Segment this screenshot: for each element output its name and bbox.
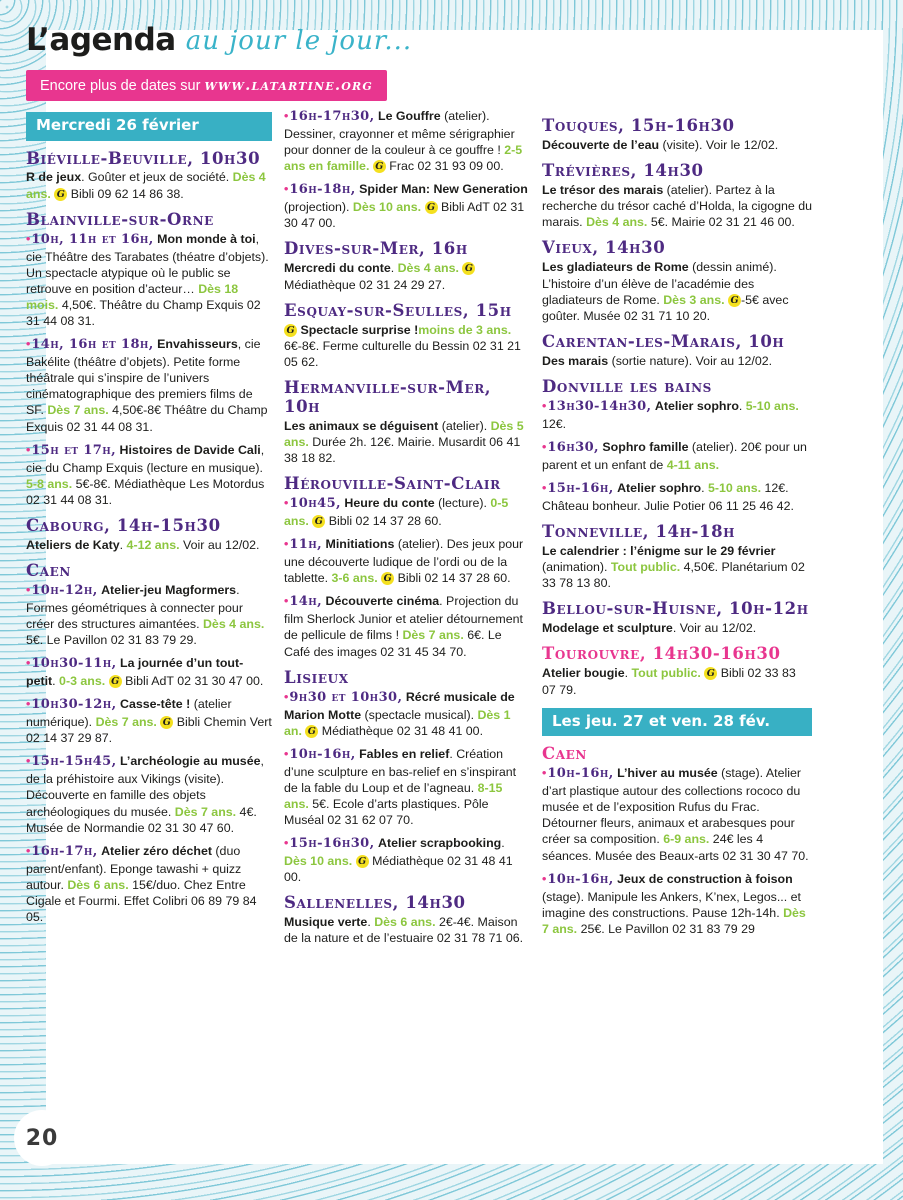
entry-age: 2-5 ans en famille. [284, 143, 523, 174]
agenda-entry [26, 442, 272, 508]
entry-description: . [367, 915, 375, 930]
entry-description: (atelier numérique). [26, 697, 232, 730]
agenda-entry [284, 181, 530, 231]
entry-age: 0-5 ans. [284, 496, 509, 529]
entry-title: Spectacle surprise ! [300, 322, 419, 337]
entry-description: (atelier). Dessiner, crayonner et même sérigraphier pour donner de la couleur à ce gouffre ! [284, 109, 515, 158]
entry-details: 4,50€. Théâtre du Champ Exquis 02 31 44 08 31. [26, 297, 261, 329]
town-heading: Dives-sur-Mer, 16h [284, 239, 468, 259]
town-heading: Hermanville-sur-Mer, 10h [284, 377, 492, 416]
entry-details: Médiathèque 02 31 48 41 00. [318, 723, 484, 738]
entry-age: 0-3 ans. [59, 674, 106, 689]
agenda-entry [284, 536, 530, 586]
free-badge-icon: G [425, 201, 438, 214]
entry-title: Heure du conte [344, 496, 435, 511]
entry-time: 10h, 11h et 16h, [31, 231, 154, 247]
entry-description: (dessin animé). L’histoire d’un élève de l’académie des gladiateurs de Rome. [542, 260, 777, 307]
free-badge-icon: G [462, 262, 475, 275]
entry-description: (atelier). 20€ pour un parent et un enfant de [542, 439, 807, 472]
entry-age: 6-9 ans. [663, 832, 710, 847]
free-badge-icon: G [373, 160, 386, 173]
agenda-entry [26, 336, 272, 435]
town-heading: Donville les bains [542, 377, 712, 396]
website-banner[interactable] [26, 70, 387, 101]
entry-time: 14h, 16h et 18h, [31, 337, 154, 353]
agenda-entry [284, 495, 530, 529]
free-badge-icon: G [305, 725, 318, 738]
entry-title: L’hiver au musée [617, 766, 718, 781]
entry-age: Dès 7 ans. [95, 715, 157, 730]
page-number: 20 [14, 1110, 70, 1166]
entry-time: 15h-16h30, [289, 836, 375, 852]
entry-age: 4-12 ans. [126, 537, 180, 552]
entry-details: Frac 02 31 93 09 00. [385, 159, 504, 174]
entry-age: Dès 7 ans. [542, 905, 806, 936]
entry-title: Découverte cinéma [325, 594, 440, 609]
town-heading: Caen [26, 561, 71, 581]
entry-description: , cie Théâtre des Tarabates (théatre d’objets). Un spectacle atypique où le public se retrouve en position d’acteur… [26, 231, 269, 296]
entry-description: (atelier). Des jeux pour une découverte ludique de l’ordi ou de la tablette. [284, 537, 524, 586]
free-badge-icon: G [728, 294, 741, 307]
entry-description: , de la préhistoire aux Vikings (visite). Découverte en famille des objets archéologiques du musée. [26, 754, 264, 819]
entry-description: . Création d’une sculpture en bas-relief en s’inspirant de la fable du Loup et de l’agneau. [284, 746, 517, 795]
entry-details: Durée 2h. 12€. Mairie. Musardit 06 41 38 18 82. [284, 435, 521, 466]
entry-description: , cie du Champ Exquis (lecture en musique). [26, 442, 265, 475]
entry-age: Dès 10 ans. [352, 200, 422, 215]
town-heading: Biéville-Beuville, 10h30 [26, 148, 261, 168]
entry-title: Modelage et sculpture [542, 621, 673, 636]
entry-description: . Formes géométriques à connecter pour créer des structures aimantées. [26, 583, 243, 632]
entry-description: . [52, 674, 60, 689]
entry-time: 11h, [289, 537, 323, 553]
entry-age: Dès 5 ans. [284, 418, 524, 450]
entry-description: (duo parent/enfant). Eponge tawashi + quizz autour. [26, 843, 242, 892]
agenda-entry [542, 439, 812, 473]
entry-time: 10h-16h, [547, 871, 614, 887]
agenda-entry [542, 620, 812, 636]
entry-title: Jeux de construction à foison [617, 871, 793, 886]
town-heading: Lisieux [284, 667, 349, 687]
entry-description: . Projection du film Sherlock Junior et atelier détournement de pellicule de films ! [284, 594, 523, 643]
agenda-entry [284, 835, 530, 885]
entry-time: 16h30, [547, 439, 599, 455]
entry-details: 25€. Le Pavillon 02 31 83 79 29 [577, 921, 755, 936]
entry-title: L’archéologie au musée [120, 754, 261, 769]
entry-time: 10h45, [289, 496, 341, 512]
entry-age: 4-11 ans. [666, 457, 720, 472]
free-badge-icon: G [381, 572, 394, 585]
day-header-wednesday: Mercredi 26 février [26, 112, 272, 141]
entry-age: moins de 3 ans. [418, 322, 512, 337]
agenda-entry [26, 231, 272, 330]
entry-time: 13h30-14h30, [547, 398, 652, 414]
entry-title: Spider Man: New Generation [359, 182, 528, 197]
entry-age: Dès 7 ans. [47, 403, 109, 418]
town-heading: Sallenelles, 14h30 [284, 893, 466, 913]
agenda-entry [542, 137, 812, 153]
entry-age: 5-8 ans. [26, 476, 73, 491]
entry-age: Dès 7 ans. [402, 628, 464, 643]
entry-title: Minitiations [325, 537, 395, 552]
entry-age: 3-6 ans. [331, 571, 378, 586]
entry-title: Ateliers de Katy [26, 537, 120, 552]
entry-details: 6€. Le Café des images 02 31 45 34 70. [284, 628, 502, 659]
entry-title: Atelier zéro déchet [101, 843, 212, 858]
entry-age: 8-15 ans. [284, 780, 503, 811]
entry-details: 24€ les 4 séances. Musée des Beaux-arts 02 31 30 47 70. [542, 832, 809, 863]
entry-title: Mercredi du conte [284, 261, 391, 276]
agenda-entry [26, 537, 272, 553]
entry-details: Voir au 12/02. [179, 537, 260, 552]
entry-details: 12€. Château bonheur. Julie Potier 06 11 25 46 42. [542, 481, 794, 513]
entry-age: Dès 4 ans. [586, 215, 648, 230]
entry-details: 4,50€. Planétarium 02 33 78 13 80. [542, 560, 805, 591]
entry-title: Histoires de Davide Cali [119, 442, 261, 457]
column-3-entries [542, 117, 812, 937]
entry-description: . [119, 537, 127, 552]
agenda-entry [284, 914, 530, 946]
agenda-entry [284, 689, 530, 739]
entry-age: 5-10 ans. [708, 481, 762, 495]
free-badge-icon: G [160, 716, 173, 729]
entry-age: Dès 1 an. [284, 707, 511, 738]
entry-details: 5€. Mairie 02 31 21 46 00. [647, 215, 795, 230]
entry-title: Musique verte [284, 915, 368, 930]
agenda-entry [284, 322, 530, 370]
entry-description: . [390, 261, 398, 276]
entry-description: (visite). Voir le 12/02. [659, 137, 779, 152]
entry-description: (stage). Manipule les Ankers, K’nex, Legos... et imagine des constructions. Pause 12h-14h. [542, 889, 801, 920]
entry-title: Découverte de l’eau [542, 137, 660, 152]
town-heading: Blainville-sur-Orne [26, 209, 214, 229]
entry-title: Mon monde à toi [157, 231, 256, 246]
agenda-entry [26, 655, 272, 689]
free-badge-icon: G [109, 675, 122, 688]
entry-time: 16h-17h, [31, 843, 98, 859]
entry-age: 5-10 ans. [745, 398, 799, 413]
town-heading: Bellou-sur-Huisne, 10h-12h [542, 599, 809, 619]
town-heading: Cabourg, 14h-15h30 [26, 515, 221, 535]
entry-description: (sortie nature). Voir au 12/02. [608, 353, 773, 368]
entry-title: Les gladiateurs de Rome [542, 260, 689, 275]
free-badge-icon: G [284, 324, 297, 337]
agenda-column-1 [26, 108, 284, 1192]
agenda-entry [542, 871, 812, 937]
entry-title: Envahisseurs [157, 337, 238, 352]
entry-details: 12€. [542, 416, 567, 431]
page-subtitle: au jour le jour... [185, 26, 413, 56]
entry-details: 15€/duo. Chez Entre Cigale et Fourmi. Effet Colibri 06 89 79 84 05. [26, 877, 257, 925]
agenda-entry [26, 582, 272, 648]
town-heading: Trévières, 14h30 [542, 161, 704, 181]
entry-age: Tout public. [631, 666, 701, 681]
town-heading: Caen [542, 744, 587, 764]
town-heading: Esquay-sur-Seulles, 15h [284, 300, 512, 320]
entry-details: 2€-4€. Maison de la nature et de l’estuaire 02 31 78 71 06. [284, 915, 524, 946]
entry-time: 15h-15h45, [31, 754, 117, 770]
entry-time: 9h30 et 10h30, [289, 689, 403, 705]
entry-description: . Voir au 12/02. [672, 621, 757, 636]
entry-title: Atelier sophro [654, 398, 739, 413]
entry-age: Dès 3 ans. [663, 292, 725, 307]
entry-time: 10h-16h, [289, 746, 356, 762]
entry-details: 5€-8€. Médiathèque Les Motordus 02 31 44 08 31. [26, 476, 265, 507]
free-badge-icon: G [312, 515, 325, 528]
entry-time: 10h-12h, [31, 583, 98, 599]
entry-details: 4,50€-8€ Théâtre du Champ Exquis 02 31 44 08 31. [26, 403, 268, 434]
town-heading: Carentan-les-Marais, 10h [542, 331, 785, 351]
entry-title: R de jeux [26, 170, 82, 185]
entry-description: (projection). [284, 200, 353, 215]
entry-age: Tout public. [610, 560, 681, 575]
entry-details: 6€-8€. Ferme culturelle du Bessin 02 31 21 05 62. [284, 338, 521, 369]
entry-age: Dès 4 ans. [397, 261, 459, 276]
agenda-entry [26, 169, 272, 201]
town-heading: Tonneville, 14h-18h [542, 522, 736, 542]
entry-title: Casse-tête ! [120, 697, 191, 712]
page-header [26, 22, 506, 101]
free-badge-icon: G [54, 188, 67, 201]
entry-details: 5€. Le Pavillon 02 31 83 79 29. [26, 633, 197, 648]
free-badge-icon: G [704, 667, 717, 680]
entry-title: Des marais [542, 353, 609, 368]
agenda-entry [542, 665, 812, 697]
free-badge-icon: G [356, 855, 369, 868]
agenda-entry [284, 593, 530, 659]
entry-title: Récré musicale de Marion Motte [284, 689, 515, 722]
agenda-entry [542, 398, 812, 432]
entry-time: 10h-16h, [547, 766, 614, 782]
agenda-entry [284, 746, 530, 828]
entry-title: Le trésor des marais [542, 183, 664, 198]
entry-title: Atelier bougie [542, 666, 625, 681]
entry-title: Atelier scrapbooking [378, 836, 502, 851]
town-heading: Vieux, 14h30 [542, 238, 666, 258]
agenda-entry [542, 480, 812, 514]
entry-details: Médiathèque 02 31 48 41 00. [284, 854, 513, 885]
agenda-column-3 [542, 108, 812, 1192]
entry-title: Les animaux se déguisent [284, 418, 439, 433]
entry-time: 10h30-12h, [31, 697, 117, 713]
entry-time: 16h-18h, [289, 182, 356, 198]
entry-age: Dès 7 ans. [174, 804, 237, 819]
entry-description: , cie Bakélite (théâtre d’objets). Petite forme théâtrale qui s’inspire de l’univers cinématographique des premiers films de SF. [26, 337, 261, 418]
entry-details: -5€ avec goûter. Musée 02 31 71 10 20. [542, 292, 789, 323]
agenda-entry [542, 353, 812, 369]
entry-title: Le calendrier : l’énigme sur le 29 février [542, 543, 776, 558]
entry-title: Fables en relief [359, 746, 450, 761]
banner-text: Encore plus de dates sur [40, 78, 201, 94]
entry-time: 10h30-11h, [31, 656, 117, 672]
entry-description: (atelier). Partez à la recherche du trésor caché d’Holda, la cigogne du marais. [542, 183, 813, 230]
entry-title: Le Gouffre [378, 109, 441, 123]
column-2-entries [284, 108, 530, 947]
agenda-columns [26, 108, 889, 1192]
entry-time: 16h-17h30, [289, 109, 375, 124]
town-heading: Hérouville-Saint-Clair [284, 474, 501, 494]
entry-description: . Goûter et jeux de société. [81, 170, 233, 185]
entry-details: 4€. Musée de Normandie 02 31 30 47 60. [26, 804, 257, 835]
agenda-entry [284, 418, 530, 466]
entry-title: La journée d’un tout-petit [26, 656, 244, 689]
entry-title: Sophro famille [602, 439, 689, 454]
entry-details: Bibli AdT 02 31 30 47 00. [121, 674, 264, 689]
column-1-entries [26, 150, 272, 926]
entry-description: . [701, 481, 708, 495]
entry-description: (animation). [542, 560, 611, 575]
entry-age: Dès 10 ans. [284, 854, 353, 869]
entry-description: (spectacle musical). [361, 707, 478, 722]
entry-details: Bibli 02 14 37 28 60. [325, 514, 442, 529]
town-heading: Tourouvre, 14h30-16h30 [542, 644, 781, 664]
entry-age: Dès 4 ans. [26, 170, 266, 201]
agenda-entry [26, 696, 272, 746]
entry-title: Atelier sophro [617, 481, 702, 495]
entry-age: Dès 6 ans. [67, 877, 129, 892]
entry-description: . [738, 398, 746, 413]
entry-details: Bibli AdT 02 31 30 47 00. [284, 200, 525, 231]
entry-details: Bibli Chemin Vert 02 14 37 29 87. [26, 715, 272, 746]
entry-title: Atelier-jeu Magformers [101, 583, 237, 598]
agenda-entry [284, 260, 530, 292]
entry-time: 14h, [289, 594, 323, 610]
agenda-entry [26, 843, 272, 925]
entry-details: Médiathèque 02 31 24 29 27. [284, 277, 446, 292]
agenda-column-2 [284, 108, 542, 1192]
entry-time: 15h-16h, [547, 481, 614, 496]
entry-details: Bibli 02 33 83 07 79. [542, 666, 796, 697]
agenda-entry [542, 182, 812, 230]
day-header-thursday-friday: Les jeu. 27 et ven. 28 fév. [542, 708, 812, 737]
entry-description: (lecture). [434, 496, 491, 511]
entry-description: (stage). Atelier d’art plastique autour des collections rococo du musée et de l’exposition Rufus du Frac. Détourner fleurs, animaux et arabesques pour créer sa composition. [542, 766, 801, 847]
agenda-entry [542, 543, 812, 591]
entry-details: 5€. Ecole d’arts plastiques. Pôle Muséal 02 31 62 07 70. [284, 796, 489, 828]
agenda-entry [542, 259, 812, 324]
entry-details: Bibli 02 14 37 28 60. [394, 571, 511, 586]
entry-age: Dès 4 ans. [202, 617, 265, 632]
agenda-entry [542, 765, 812, 864]
entry-time: 15h et 17h, [31, 442, 117, 458]
banner-url[interactable]: www.latartine.org [204, 76, 373, 94]
entry-description: (atelier). [438, 418, 491, 433]
agenda-entry [26, 753, 272, 835]
entry-age: Dès 6 ans. [374, 915, 436, 930]
entry-description: . [624, 666, 632, 681]
page-title: L’agenda [26, 22, 176, 58]
entry-description: . [501, 836, 505, 851]
agenda-entry [284, 108, 530, 174]
entry-details: Bibli 09 62 14 86 38. [67, 186, 184, 201]
town-heading: Touques, 15h-16h30 [542, 116, 735, 135]
entry-age: Dès 18 mois. [26, 281, 239, 312]
